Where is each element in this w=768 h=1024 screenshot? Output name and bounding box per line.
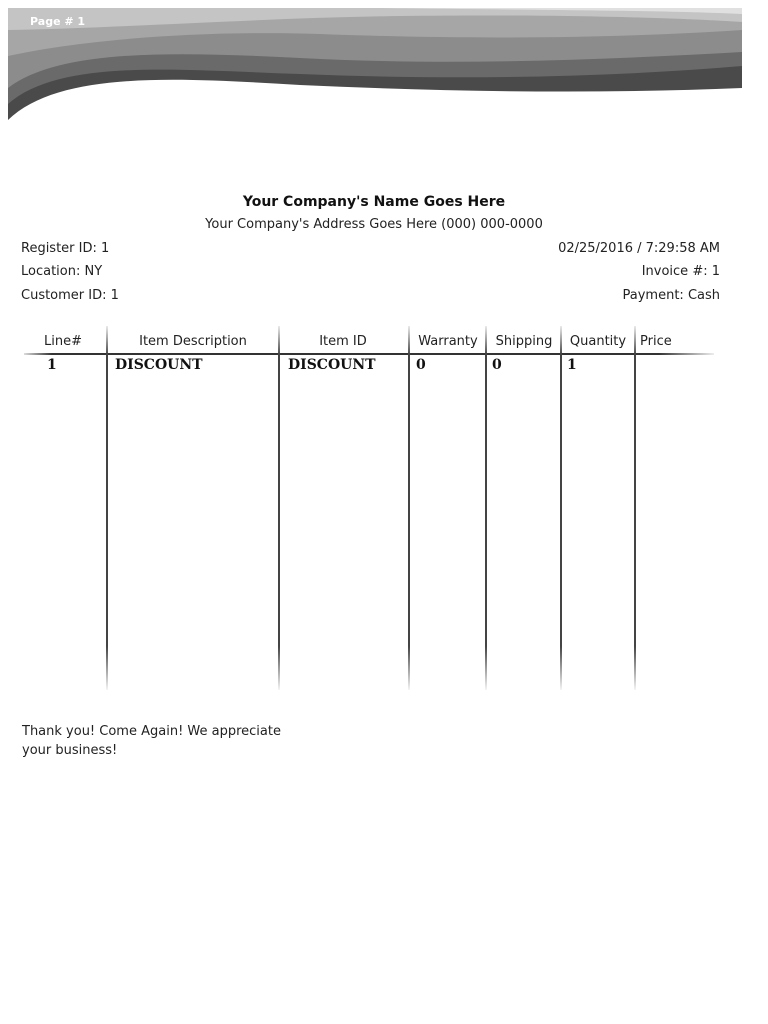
cell-line-number: 1 xyxy=(47,357,57,373)
payment-method: Payment: Cash xyxy=(622,288,720,303)
cell-item-id: DISCOUNT xyxy=(288,357,376,373)
date-time: 02/25/2016 / 7:29:58 AM xyxy=(558,241,720,256)
customer-id: Customer ID: 1 xyxy=(21,288,119,303)
column-header-warranty: Warranty xyxy=(418,334,478,349)
register-id: Register ID: 1 xyxy=(21,241,110,256)
cell-warranty: 0 xyxy=(416,357,426,373)
header-divider xyxy=(24,353,714,355)
column-divider xyxy=(560,326,562,690)
location: Location: NY xyxy=(21,264,103,279)
column-header-quantity: Quantity xyxy=(569,334,627,349)
column-divider xyxy=(634,326,636,690)
column-divider xyxy=(485,326,487,690)
column-divider xyxy=(408,326,410,690)
cell-quantity: 1 xyxy=(567,357,577,373)
page-number-label: Page # 1 xyxy=(30,15,86,28)
column-header-line: Line# xyxy=(44,334,82,349)
invoice-number: Invoice #: 1 xyxy=(641,264,720,279)
column-divider xyxy=(278,326,280,690)
company-name: Your Company's Name Goes Here xyxy=(242,194,506,210)
column-divider xyxy=(106,326,108,690)
company-address: Your Company's Address Goes Here (000) 000-0000 xyxy=(205,217,543,232)
cell-item-description: DISCOUNT xyxy=(115,357,203,373)
column-header-item-id: Item ID xyxy=(319,334,367,349)
column-header-shipping: Shipping xyxy=(495,334,553,349)
cell-shipping: 0 xyxy=(492,357,502,373)
column-header-price: Price xyxy=(640,334,672,349)
column-header-description: Item Description xyxy=(139,334,247,349)
thank-you-message: Thank you! Come Again! We appreciate your business! xyxy=(22,724,281,758)
